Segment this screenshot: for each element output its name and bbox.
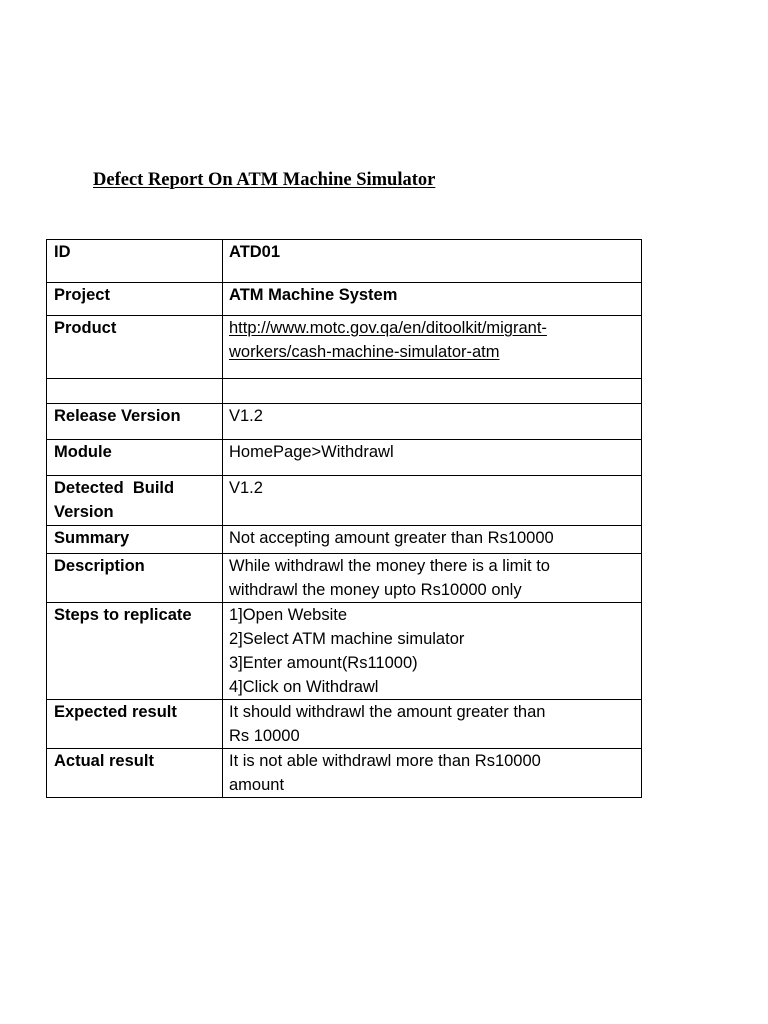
expected-result-line-2: Rs 10000 (229, 727, 300, 745)
expected-result-line-1: It should withdrawl the amount greater than (229, 703, 546, 721)
row-value-release-version: V1.2 (223, 404, 642, 440)
actual-result-line-2: amount (229, 776, 285, 794)
description-line-2: withdrawl the money upto Rs10000 only (229, 581, 522, 599)
row-value-module: HomePage>Withdrawl (223, 440, 642, 476)
row-label-detected-build-version (47, 476, 223, 526)
table-row-project (47, 283, 642, 316)
table-row-summary (47, 526, 642, 554)
row-label-id: ID (47, 240, 223, 283)
row-label-description: Description (47, 554, 223, 603)
row-label-steps-to-replicate: Steps to replicate (47, 603, 223, 700)
description-line-1: While withdrawl the money there is a limit to (229, 557, 550, 575)
row-label-summary: Summary (47, 526, 223, 554)
row-label-project: Project (47, 283, 223, 316)
table-row-module (47, 440, 642, 476)
table-row-empty (47, 379, 642, 404)
row-value-description (223, 554, 642, 603)
product-link-line-1[interactable]: http://www.motc.gov.qa/en/ditoolkit/migrant- (229, 319, 547, 337)
row-label-module: Module (47, 440, 223, 476)
document-title: Defect Report On ATM Machine Simulator (93, 170, 436, 190)
table-row-id (47, 240, 642, 283)
row-label-actual-result: Actual result (47, 749, 223, 798)
row-label-product: Product (47, 316, 223, 379)
row-label-expected-result: Expected result (47, 700, 223, 749)
row-value-detected-build-version: V1.2 (223, 476, 642, 526)
row-value-actual-result (223, 749, 642, 798)
step-item: 4]Click on Withdrawl (229, 678, 379, 696)
step-item: 3]Enter amount(Rs11000) (229, 654, 418, 672)
table-row-expected-result (47, 700, 642, 749)
row-value-summary: Not accepting amount greater than Rs10000 (223, 526, 642, 554)
row-value-steps-to-replicate (223, 603, 642, 700)
table-row-description (47, 554, 642, 603)
table-row-product (47, 316, 642, 379)
table-row-release-version (47, 404, 642, 440)
table-row-actual-result (47, 749, 642, 798)
table-row-detected-build-version (47, 476, 642, 526)
defect-report-table (46, 239, 642, 798)
row-value-expected-result (223, 700, 642, 749)
row-label-release-version: Release Version (47, 404, 223, 440)
detected-label-line-1: Detected Build (54, 479, 175, 497)
step-item: 1]Open Website (229, 606, 348, 624)
row-value-project: ATM Machine System (223, 283, 642, 316)
row-value-empty (223, 379, 642, 404)
product-link-line-2[interactable]: workers/cash-machine-simulator-atm (229, 343, 500, 361)
row-value-product (223, 316, 642, 379)
step-item: 2]Select ATM machine simulator (229, 630, 465, 648)
table-row-steps-to-replicate (47, 603, 642, 700)
row-value-id: ATD01 (223, 240, 642, 283)
actual-result-line-1: It is not able withdrawl more than Rs10000 (229, 752, 541, 770)
detected-label-line-2: Version (54, 503, 114, 521)
row-label-empty (47, 379, 223, 404)
